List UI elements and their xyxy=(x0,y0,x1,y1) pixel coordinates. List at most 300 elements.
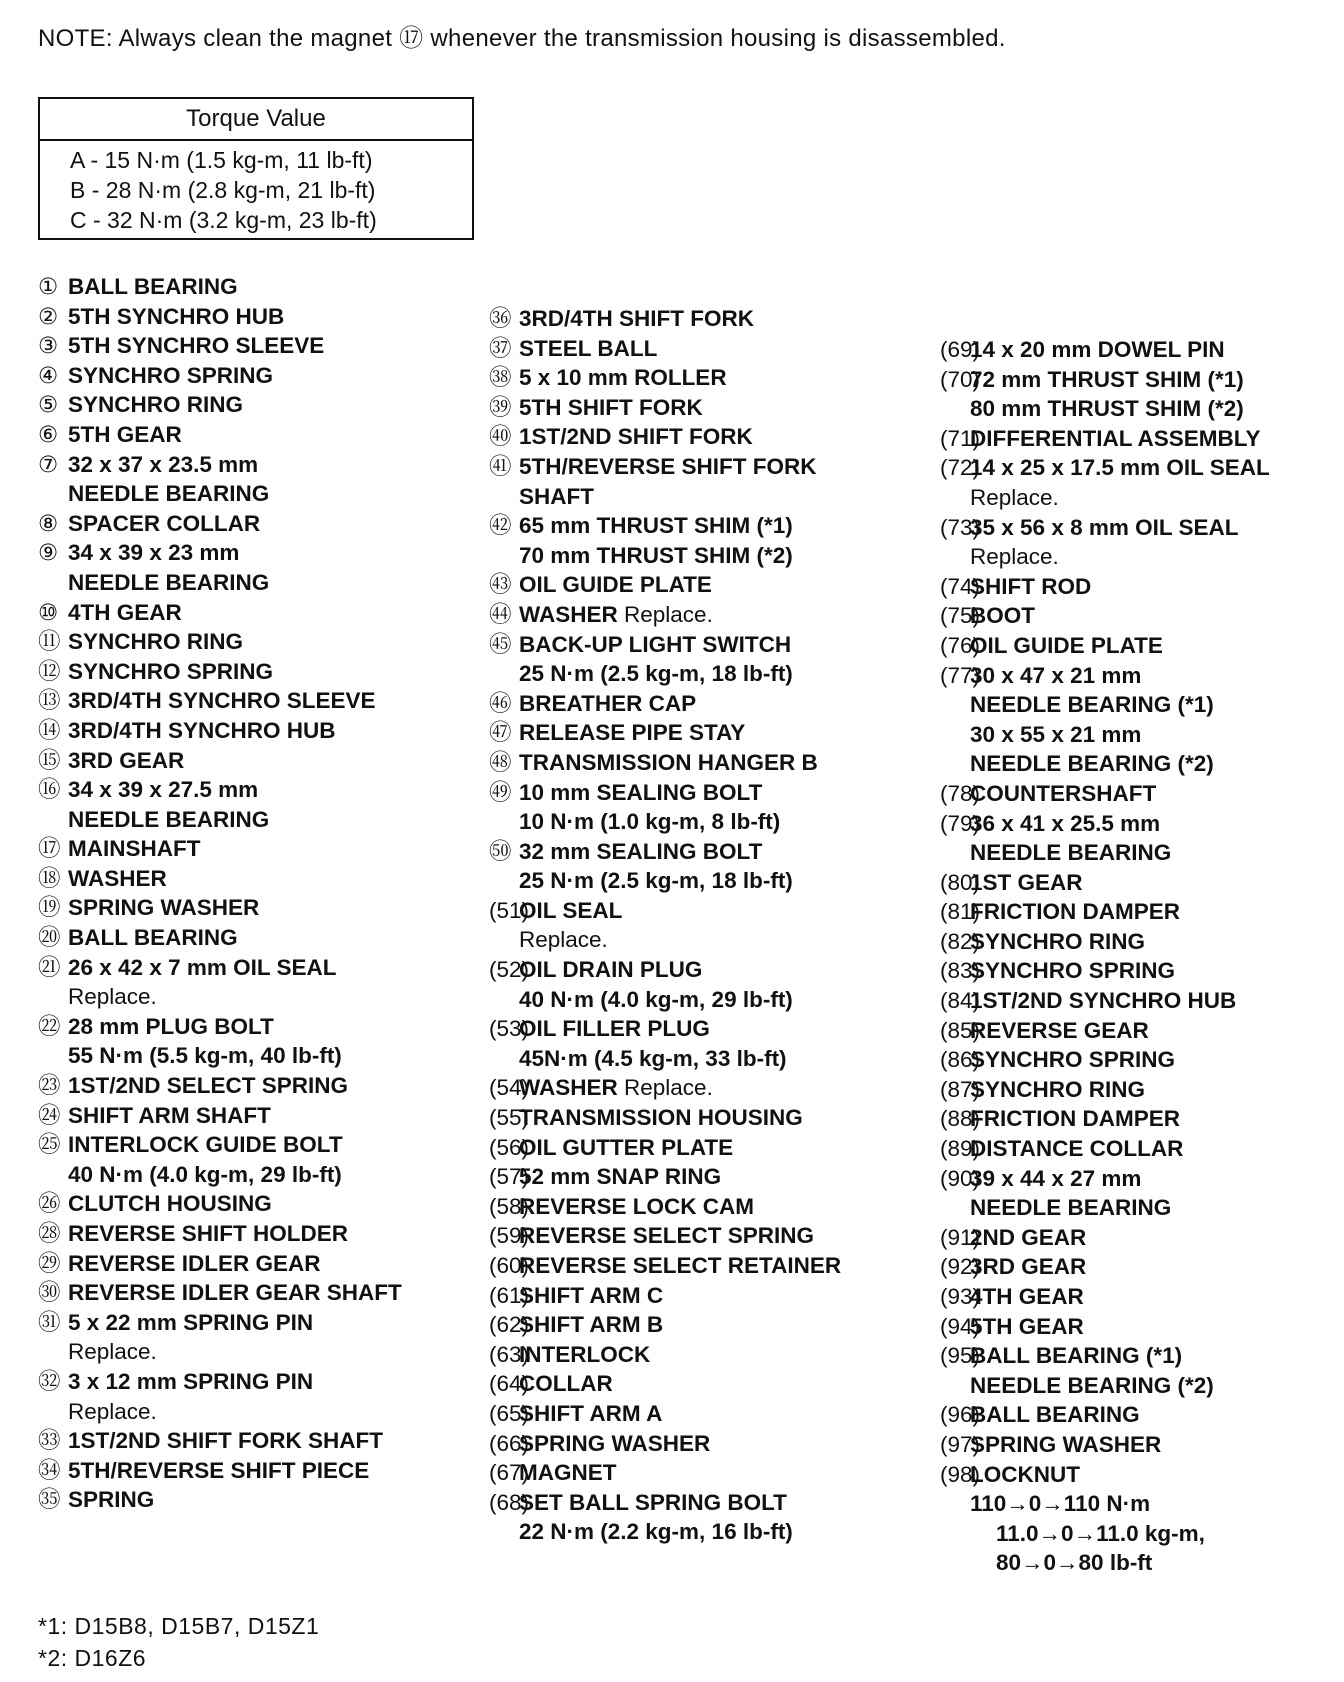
footnote-2: *2: D16Z6 xyxy=(38,1645,147,1671)
part-number: ⑥ xyxy=(38,421,59,447)
part-number: (78) xyxy=(940,780,981,806)
part-item xyxy=(489,955,841,985)
part-label: BOOT xyxy=(970,603,1035,629)
part-number: ㉓ xyxy=(38,1073,61,1099)
part-item xyxy=(38,1367,402,1397)
part-number: ㉟ xyxy=(38,1487,61,1513)
part-number: (51) xyxy=(489,897,530,923)
part-label: INTERLOCK GUIDE BOLT xyxy=(68,1132,343,1158)
part-item xyxy=(38,864,402,894)
part-item xyxy=(489,334,841,364)
part-number: ② xyxy=(38,303,59,329)
part-item xyxy=(38,1426,402,1456)
part-detail: NEEDLE BEARING xyxy=(970,1195,1172,1221)
part-item xyxy=(940,1164,1270,1194)
part-item xyxy=(38,1189,402,1219)
part-number: ⑧ xyxy=(38,510,59,536)
part-label: OIL SEAL xyxy=(519,897,623,923)
part-detail: Replace. xyxy=(68,1398,157,1424)
part-item xyxy=(489,1014,841,1044)
part-number: (62) xyxy=(489,1312,530,1338)
part-number: (88) xyxy=(940,1106,981,1132)
part-number: ㉕ xyxy=(38,1132,61,1158)
part-number: ㉔ xyxy=(38,1102,61,1128)
part-label: 5TH SYNCHRO SLEEVE xyxy=(68,333,325,359)
part-label: SHIFT ARM A xyxy=(519,1400,663,1426)
part-number: (54) xyxy=(489,1075,530,1101)
part-item xyxy=(940,1341,1270,1371)
part-item xyxy=(489,422,841,452)
parts-column-2 xyxy=(489,304,841,1547)
part-item xyxy=(940,1400,1270,1430)
part-item xyxy=(489,1073,841,1103)
part-item xyxy=(38,893,402,923)
part-label: REVERSE IDLER GEAR SHAFT xyxy=(68,1280,402,1306)
part-number: (76) xyxy=(940,632,981,658)
part-item xyxy=(38,1278,402,1308)
part-number: (55) xyxy=(489,1105,530,1131)
parts-column-3 xyxy=(940,335,1270,1578)
part-number: (90) xyxy=(940,1165,981,1191)
part-number: (81) xyxy=(940,899,981,925)
part-number: ㊸ xyxy=(489,572,512,598)
part-number: ⑱ xyxy=(38,865,61,891)
part-number: ㊻ xyxy=(489,690,512,716)
part-label: REVERSE LOCK CAM xyxy=(519,1193,755,1219)
part-label: SYNCHRO RING xyxy=(970,928,1146,954)
part-number: (60) xyxy=(489,1253,530,1278)
part-label: SYNCHRO SPRING xyxy=(68,658,274,684)
part-detail: NEEDLE BEARING xyxy=(68,806,270,832)
part-item xyxy=(489,1221,841,1251)
part-item xyxy=(38,953,402,983)
part-label: TRANSMISSION HANGER B xyxy=(519,749,818,775)
part-label: 36 x 41 x 25.5 mm xyxy=(970,810,1161,836)
torque-row-a: A - 15 N·m (1.5 kg-m, 11 lb-ft) xyxy=(70,147,373,173)
part-label: MAGNET xyxy=(519,1460,617,1486)
part-number: (71) xyxy=(940,425,981,451)
part-number: (93) xyxy=(940,1284,981,1309)
part-item xyxy=(489,1399,841,1429)
part-number: ③ xyxy=(38,333,59,359)
part-detail: 80 mm THRUST SHIM (*2) xyxy=(970,396,1244,422)
part-label: SET BALL SPRING BOLT xyxy=(519,1489,787,1515)
part-number: (69) xyxy=(940,337,981,362)
part-detail: Replace. xyxy=(68,1339,157,1365)
part-number: (64) xyxy=(489,1371,530,1397)
part-item xyxy=(38,716,402,746)
part-detail: NEEDLE BEARING xyxy=(68,569,270,595)
part-label: COUNTERSHAFT xyxy=(970,780,1157,806)
part-label: 3RD GEAR xyxy=(970,1254,1087,1280)
part-number: (68) xyxy=(489,1489,530,1515)
part-number: ㊷ xyxy=(489,513,512,539)
part-number: ⑩ xyxy=(38,599,59,625)
part-item xyxy=(38,1485,402,1515)
part-label: TRANSMISSION HOUSING xyxy=(519,1105,803,1131)
part-label: 30 x 47 x 21 mm xyxy=(970,662,1142,688)
part-label: SPRING WASHER xyxy=(970,1431,1162,1457)
part-number: (59) xyxy=(489,1223,530,1249)
part-item xyxy=(489,718,841,748)
part-detail: NEEDLE BEARING xyxy=(68,481,270,507)
part-label: 14 x 25 x 17.5 mm OIL SEAL xyxy=(970,455,1270,481)
part-label: 5 x 22 mm SPRING PIN xyxy=(68,1309,314,1335)
part-label: LOCKNUT xyxy=(970,1461,1080,1487)
part-item xyxy=(489,1281,841,1311)
part-item xyxy=(38,272,402,302)
part-number: ㉒ xyxy=(38,1013,61,1039)
part-number: (77) xyxy=(940,662,981,688)
part-detail: 30 x 55 x 21 mm xyxy=(970,721,1142,747)
part-label: SHIFT ROD xyxy=(970,573,1092,599)
part-item xyxy=(38,1130,402,1160)
part-label: 4TH GEAR xyxy=(68,599,182,625)
part-number: (79) xyxy=(940,810,981,836)
part-label: 34 x 39 x 27.5 mm xyxy=(68,777,259,803)
part-item xyxy=(38,834,402,864)
part-detail: 70 mm THRUST SHIM (*2) xyxy=(519,542,793,568)
part-number: (66) xyxy=(489,1430,530,1456)
torque-table-title: Torque Value xyxy=(40,99,472,141)
part-item xyxy=(38,1071,402,1101)
part-item xyxy=(489,1251,841,1281)
part-item xyxy=(38,302,402,332)
part-number: ㉑ xyxy=(38,954,61,980)
part-number: (92) xyxy=(940,1254,981,1280)
part-item xyxy=(489,363,841,393)
part-detail: 40 N·m (4.0 kg-m, 29 lb-ft) xyxy=(519,986,793,1012)
part-number: (56) xyxy=(489,1134,530,1160)
part-label: REVERSE GEAR xyxy=(970,1017,1149,1043)
part-label: 3RD GEAR xyxy=(68,747,185,773)
part-item xyxy=(940,601,1270,631)
part-item xyxy=(940,1223,1270,1253)
part-label: 34 x 39 x 23 mm xyxy=(68,540,240,566)
part-detail: SHAFT xyxy=(519,483,594,509)
part-item xyxy=(940,631,1270,661)
part-item xyxy=(38,1249,402,1279)
part-item xyxy=(489,1340,841,1370)
part-number: (58) xyxy=(489,1193,530,1219)
part-number: ㉘ xyxy=(38,1221,61,1246)
part-number: ⑦ xyxy=(38,451,59,477)
part-item xyxy=(38,686,402,716)
part-item xyxy=(489,1103,841,1133)
part-label: 32 x 37 x 23.5 mm xyxy=(68,451,259,477)
part-label: SPRING WASHER xyxy=(68,895,260,921)
torque-row-c: C - 32 N·m (3.2 kg-m, 23 lb-ft) xyxy=(70,207,377,233)
part-label: 1ST/2ND SYNCHRO HUB xyxy=(970,988,1237,1014)
part-item xyxy=(38,1308,402,1338)
part-label: WASHER xyxy=(519,1075,618,1101)
part-label: BALL BEARING xyxy=(68,925,238,951)
part-detail: NEEDLE BEARING (*2) xyxy=(970,1372,1214,1398)
part-item xyxy=(38,1219,402,1249)
part-number: ⑲ xyxy=(38,895,61,921)
part-label: BALL BEARING xyxy=(68,274,238,299)
part-number: (61) xyxy=(489,1282,530,1308)
part-note: Replace. xyxy=(617,601,713,627)
part-number: (80) xyxy=(940,869,981,895)
part-label: 35 x 56 x 8 mm OIL SEAL xyxy=(970,514,1239,540)
part-item xyxy=(489,1458,841,1488)
part-label: BALL BEARING xyxy=(970,1402,1140,1428)
part-number: ㊳ xyxy=(489,365,512,391)
part-label: OIL DRAIN PLUG xyxy=(519,957,703,983)
part-item xyxy=(940,661,1270,691)
part-label: 14 x 20 mm DOWEL PIN xyxy=(970,337,1225,362)
part-label: 1ST GEAR xyxy=(970,869,1083,895)
part-detail: 55 N·m (5.5 kg-m, 40 lb-ft) xyxy=(68,1043,342,1069)
part-label: SPACER COLLAR xyxy=(68,510,261,536)
part-item xyxy=(489,1369,841,1399)
part-label: 52 mm SNAP RING xyxy=(519,1164,722,1190)
part-number: ⑪ xyxy=(38,629,61,655)
part-label: 1ST/2ND SELECT SPRING xyxy=(68,1073,349,1099)
part-number: ⑤ xyxy=(38,392,59,418)
part-label: 5TH SYNCHRO HUB xyxy=(68,303,285,329)
part-item xyxy=(38,923,402,953)
part-label: 1ST/2ND SHIFT FORK xyxy=(519,424,753,450)
part-number: ① xyxy=(38,274,59,299)
part-label: COLLAR xyxy=(519,1371,613,1397)
part-detail: 25 N·m (2.5 kg-m, 18 lb-ft) xyxy=(519,661,793,687)
part-number: ㊿ xyxy=(489,838,512,864)
part-number: ㊼ xyxy=(489,720,512,746)
part-number: ㉖ xyxy=(38,1191,61,1217)
part-label: BALL BEARING (*1) xyxy=(970,1343,1183,1369)
part-number: ㉚ xyxy=(38,1280,61,1306)
part-label: 5 x 10 mm ROLLER xyxy=(519,365,727,391)
part-detail: Replace. xyxy=(970,484,1059,510)
part-detail: Replace. xyxy=(519,927,608,953)
part-label: 5TH/REVERSE SHIFT PIECE xyxy=(68,1457,370,1483)
part-label: FRICTION DAMPER xyxy=(970,899,1180,925)
part-number: (70) xyxy=(940,366,981,392)
part-label: OIL GUTTER PLATE xyxy=(519,1134,734,1160)
part-detail: NEEDLE BEARING (*2) xyxy=(970,751,1214,777)
part-number: (73) xyxy=(940,514,981,540)
part-number: (96) xyxy=(940,1402,981,1428)
part-number: ㊾ xyxy=(489,779,512,805)
part-item xyxy=(38,509,402,539)
part-note: Replace. xyxy=(617,1075,713,1101)
part-detail: 11.0→0→11.0 kg-m, xyxy=(996,1520,1205,1546)
footnote-1: *1: D15B8, D15B7, D15Z1 xyxy=(38,1613,320,1639)
part-number: ㉞ xyxy=(38,1457,61,1483)
part-label: REVERSE SELECT SPRING xyxy=(519,1223,815,1249)
part-number: ㊽ xyxy=(489,749,512,775)
part-detail: 110→0→110 N·m xyxy=(970,1491,1151,1517)
part-item xyxy=(940,1016,1270,1046)
part-item xyxy=(38,390,402,420)
part-label: SYNCHRO RING xyxy=(68,629,244,655)
part-number: ㊴ xyxy=(489,394,512,420)
parts-column-1 xyxy=(38,272,402,1515)
part-item xyxy=(489,1488,841,1518)
part-label: SYNCHRO SPRING xyxy=(68,362,274,388)
part-number: ㊱ xyxy=(489,306,512,331)
footnotes xyxy=(38,1610,319,1674)
part-item xyxy=(940,809,1270,839)
part-item xyxy=(38,1012,402,1042)
torque-table-body xyxy=(40,141,472,235)
part-detail: 25 N·m (2.5 kg-m, 18 lb-ft) xyxy=(519,868,793,894)
torque-row-b: B - 28 N·m (2.8 kg-m, 21 lb-ft) xyxy=(70,177,376,203)
part-label: 3 x 12 mm SPRING PIN xyxy=(68,1368,314,1394)
part-label: 4TH GEAR xyxy=(970,1284,1084,1309)
part-label: SPRING WASHER xyxy=(519,1430,711,1456)
part-label: OIL GUIDE PLATE xyxy=(519,572,712,598)
part-item xyxy=(38,1101,402,1131)
part-item xyxy=(940,1312,1270,1342)
part-item xyxy=(489,778,841,808)
part-label: SYNCHRO RING xyxy=(68,392,244,418)
part-label: 5TH GEAR xyxy=(68,421,182,447)
part-label: 72 mm THRUST SHIM (*1) xyxy=(970,366,1244,392)
part-number: (65) xyxy=(489,1400,530,1426)
part-label: 65 mm THRUST SHIM (*1) xyxy=(519,513,793,539)
part-item xyxy=(940,1045,1270,1075)
part-label: OIL FILLER PLUG xyxy=(519,1016,710,1042)
part-item xyxy=(940,927,1270,957)
part-number: (74) xyxy=(940,573,981,599)
part-detail: NEEDLE BEARING xyxy=(970,840,1172,866)
part-number: (94) xyxy=(940,1313,981,1339)
note-text: NOTE: Always clean the magnet ⑰ whenever the transmission housing is disassembled. xyxy=(38,25,1006,52)
part-number: (67) xyxy=(489,1460,530,1486)
part-item xyxy=(38,420,402,450)
part-item xyxy=(940,1134,1270,1164)
part-item xyxy=(940,1252,1270,1282)
part-number: (75) xyxy=(940,603,981,629)
part-number: ⑳ xyxy=(38,925,61,951)
part-item xyxy=(38,450,402,480)
part-item xyxy=(940,365,1270,395)
part-label: 28 mm PLUG BOLT xyxy=(68,1013,274,1039)
part-item xyxy=(489,1162,841,1192)
part-label: CLUTCH HOUSING xyxy=(68,1191,272,1217)
part-item xyxy=(940,453,1270,483)
part-item xyxy=(38,598,402,628)
part-label: SPRING xyxy=(68,1487,155,1513)
part-number: (95) xyxy=(940,1343,981,1369)
part-item xyxy=(38,361,402,391)
part-detail: Replace. xyxy=(970,544,1059,570)
part-label: REVERSE SHIFT HOLDER xyxy=(68,1221,349,1246)
part-item xyxy=(940,897,1270,927)
part-item xyxy=(940,1430,1270,1460)
part-label: MAINSHAFT xyxy=(68,836,201,862)
part-number: ㉜ xyxy=(38,1368,61,1394)
part-label: WASHER xyxy=(68,865,167,891)
part-label: SYNCHRO SPRING xyxy=(970,958,1176,984)
part-item xyxy=(489,896,841,926)
part-label: BACK-UP LIGHT SWITCH xyxy=(519,631,792,657)
part-number: ㊵ xyxy=(489,424,512,450)
part-number: ⑫ xyxy=(38,658,61,684)
part-number: (86) xyxy=(940,1047,981,1073)
part-label: 3RD/4TH SYNCHRO HUB xyxy=(68,717,336,743)
part-number: (97) xyxy=(940,1431,981,1457)
part-label: 5TH/REVERSE SHIFT FORK xyxy=(519,453,817,479)
part-label: WASHER xyxy=(519,601,618,627)
part-label: REVERSE IDLER GEAR xyxy=(68,1250,321,1276)
part-label: 10 mm SEALING BOLT xyxy=(519,779,763,805)
part-item xyxy=(489,452,841,482)
part-number: (83) xyxy=(940,958,981,984)
part-number: ㉝ xyxy=(38,1428,61,1454)
part-label: STEEL BALL xyxy=(519,335,658,361)
part-label: 5TH SHIFT FORK xyxy=(519,394,703,420)
part-item xyxy=(489,1310,841,1340)
part-number: ㊲ xyxy=(489,335,512,361)
part-label: 2ND GEAR xyxy=(970,1224,1087,1250)
part-item xyxy=(489,689,841,719)
part-label: SYNCHRO RING xyxy=(970,1076,1146,1102)
part-item xyxy=(489,1429,841,1459)
part-number: (52) xyxy=(489,957,530,983)
part-label: SHIFT ARM SHAFT xyxy=(68,1102,271,1128)
part-item xyxy=(940,335,1270,365)
part-label: DIFFERENTIAL ASSEMBLY xyxy=(970,425,1261,451)
part-number: (85) xyxy=(940,1017,981,1043)
part-number: ㉛ xyxy=(38,1309,61,1335)
part-label: 5TH GEAR xyxy=(970,1313,1084,1339)
part-detail: 80→0→80 lb-ft xyxy=(996,1550,1153,1576)
part-item xyxy=(489,630,841,660)
part-number: ⑮ xyxy=(38,747,61,773)
part-number: ㊶ xyxy=(489,453,512,479)
part-number: ㉙ xyxy=(38,1250,61,1276)
part-label: 3RD/4TH SYNCHRO SLEEVE xyxy=(68,688,376,714)
part-item xyxy=(489,393,841,423)
part-item xyxy=(489,748,841,778)
part-item xyxy=(940,1075,1270,1105)
part-item xyxy=(38,1456,402,1486)
part-item xyxy=(940,779,1270,809)
part-label: RELEASE PIPE STAY xyxy=(519,720,746,746)
part-label: OIL GUIDE PLATE xyxy=(970,632,1163,658)
part-label: SHIFT ARM C xyxy=(519,1282,664,1308)
part-number: ㊹ xyxy=(489,601,512,627)
part-item xyxy=(940,956,1270,986)
part-number: (84) xyxy=(940,988,981,1014)
part-detail: 45N·m (4.5 kg-m, 33 lb-ft) xyxy=(519,1045,787,1071)
part-item xyxy=(38,331,402,361)
part-label: INTERLOCK xyxy=(519,1341,651,1367)
part-item xyxy=(489,1133,841,1163)
part-label: BREATHER CAP xyxy=(519,690,697,716)
part-detail: 22 N·m (2.2 kg-m, 16 lb-ft) xyxy=(519,1519,793,1545)
part-number: (53) xyxy=(489,1016,530,1042)
part-item xyxy=(940,1282,1270,1312)
part-label: FRICTION DAMPER xyxy=(970,1106,1180,1132)
part-number: ④ xyxy=(38,362,59,388)
part-item xyxy=(940,424,1270,454)
part-label: 39 x 44 x 27 mm xyxy=(970,1165,1142,1191)
part-detail: NEEDLE BEARING (*1) xyxy=(970,692,1214,718)
part-label: 1ST/2ND SHIFT FORK SHAFT xyxy=(68,1428,384,1454)
part-item xyxy=(38,746,402,776)
part-item xyxy=(489,600,841,630)
part-detail: 40 N·m (4.0 kg-m, 29 lb-ft) xyxy=(68,1161,342,1187)
part-item xyxy=(489,304,841,334)
part-item xyxy=(38,538,402,568)
part-detail: 10 N·m (1.0 kg-m, 8 lb-ft) xyxy=(519,809,781,835)
part-number: ⑯ xyxy=(38,777,61,803)
